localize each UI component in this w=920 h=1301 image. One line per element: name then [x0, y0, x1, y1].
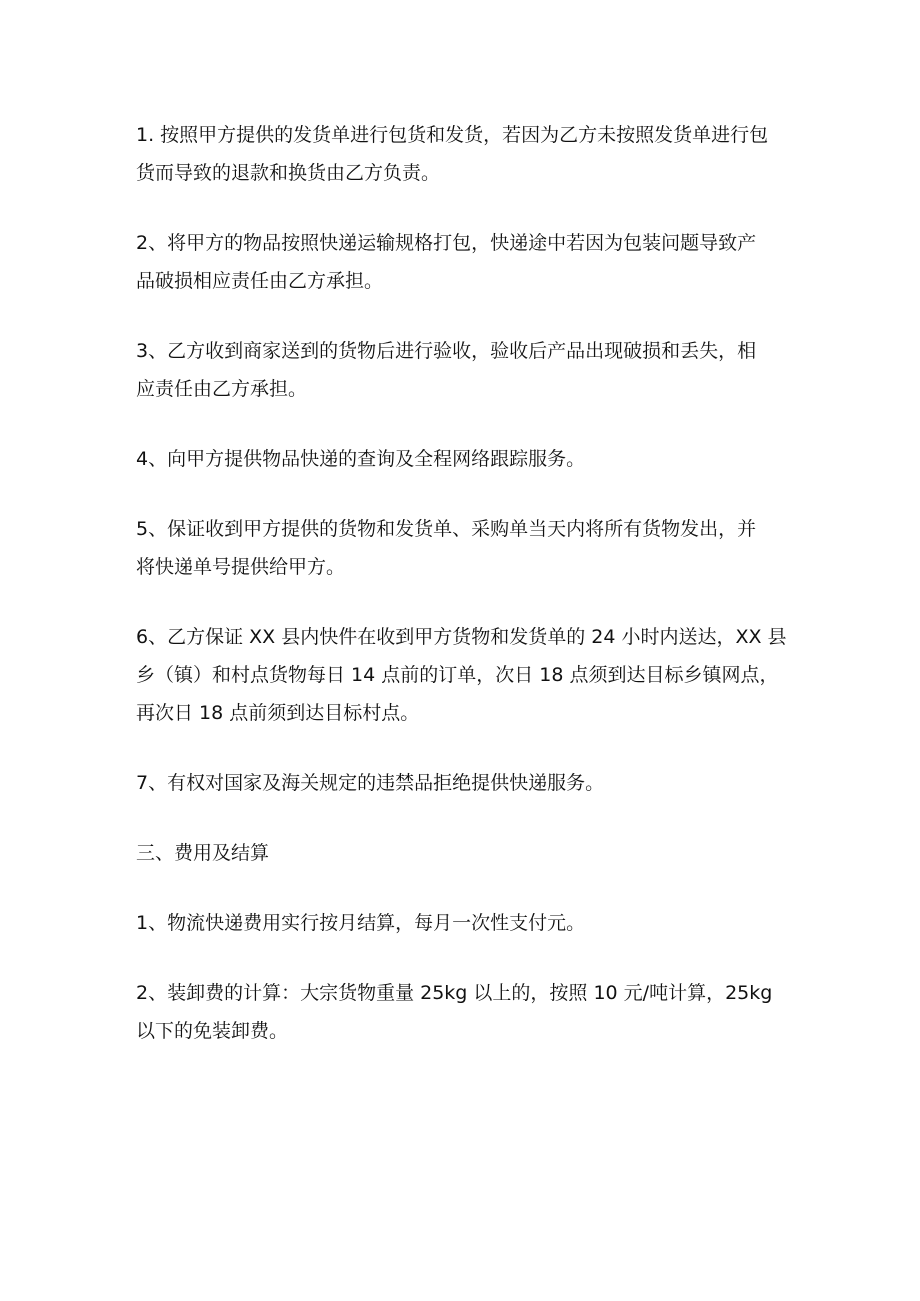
fee-clause-1-monthly-settlement: [136, 904, 796, 942]
clause-6-delivery-time: [136, 618, 796, 732]
text-line: 5、保证收到甲方提供的货物和发货单、采购单当天内将所有货物发出，并: [136, 518, 757, 540]
text-line: 1. 按照甲方提供的发货单进行包货和发货，若因为乙方未按照发货单进行包: [136, 124, 769, 146]
text-line: 货而导致的退款和换货由乙方负责。: [136, 162, 441, 184]
text-line: 以下的免装卸费。: [136, 1020, 289, 1042]
text-line: 应责任由乙方承担。: [136, 378, 308, 400]
text-line: 1、物流快递费用实行按月结算，每月一次性支付元。: [136, 912, 586, 934]
clause-4-tracking: [136, 440, 796, 478]
section-heading-fees: [136, 834, 796, 872]
text-line: 再次日 18 点前须到达目标村点。: [136, 702, 420, 724]
text-line: 品破损相应责任由乙方承担。: [136, 270, 384, 292]
clause-3-inspection: [136, 332, 796, 408]
text-line: 4、向甲方提供物品快递的查询及全程网络跟踪服务。: [136, 448, 586, 470]
text-line: 3、乙方收到商家送到的货物后进行验收，验收后产品出现破损和丢失，相: [136, 340, 757, 362]
text-line: 2、装卸费的计算：大宗货物重量 25kg 以上的，按照 10 元/吨计算，25kg: [136, 982, 773, 1004]
text-line: 2、将甲方的物品按照快递运输规格打包，快递途中若因为包装问题导致产: [136, 232, 757, 254]
clause-7-prohibited-items: [136, 764, 796, 802]
section-title: 三、费用及结算: [136, 842, 270, 864]
text-line: 7、有权对国家及海关规定的违禁品拒绝提供快递服务。: [136, 772, 605, 794]
fee-clause-2-handling-fee: [136, 974, 796, 1050]
clause-5-same-day-dispatch: [136, 510, 796, 586]
text-line: 6、乙方保证 XX 县内快件在收到甲方货物和发货单的 24 小时内送达，XX 县: [136, 626, 787, 648]
document-body: [136, 116, 796, 1082]
clause-2-packaging: [136, 224, 796, 300]
text-line: 将快递单号提供给甲方。: [136, 556, 346, 578]
text-line: 乡（镇）和村点货物每日 14 点前的订单，次日 18 点须到达目标乡镇网点，: [136, 664, 779, 686]
clause-1-packing: [136, 116, 796, 192]
